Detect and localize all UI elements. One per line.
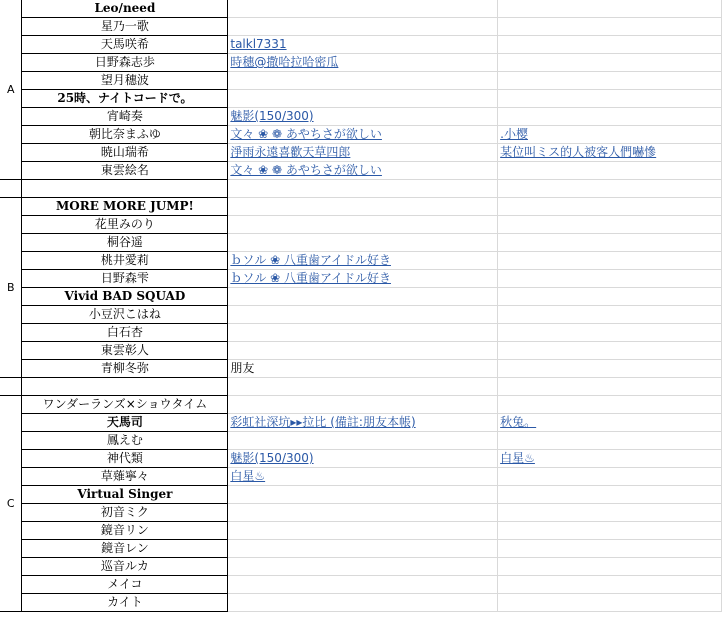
contact-cell-primary[interactable] — [228, 216, 498, 234]
contact-cell-primary[interactable] — [228, 54, 498, 72]
table-row — [0, 414, 722, 432]
table-row — [0, 522, 722, 540]
contact-cell-secondary[interactable] — [498, 450, 722, 468]
table-row — [0, 252, 722, 270]
table-row — [0, 432, 722, 450]
character-name-cell[interactable]: メイコ — [22, 576, 228, 594]
contact-cell-primary[interactable] — [228, 198, 498, 216]
separator-cell[interactable] — [0, 180, 22, 198]
contact-cell-primary[interactable] — [228, 90, 498, 108]
contact-cell-primary[interactable] — [228, 342, 498, 360]
table-row — [0, 162, 722, 180]
contact-cell-secondary[interactable] — [498, 288, 722, 306]
contact-cell-secondary[interactable] — [498, 270, 722, 288]
group-separator-row — [0, 180, 722, 198]
contact-cell-primary[interactable] — [228, 234, 498, 252]
table-row — [0, 198, 722, 216]
character-name-cell[interactable]: 天馬司 — [22, 414, 228, 432]
group-label-cell[interactable]: B — [0, 198, 22, 378]
table-row — [0, 558, 722, 576]
group-separator-row — [0, 378, 722, 396]
character-name-cell[interactable]: 草薙寧々 — [22, 468, 228, 486]
character-name-cell[interactable]: 天馬咲希 — [22, 36, 228, 54]
contact-cell-secondary[interactable] — [498, 198, 722, 216]
character-name-cell[interactable]: 宵崎奏 — [22, 108, 228, 126]
contact-cell-primary[interactable] — [228, 306, 498, 324]
table-row — [0, 324, 722, 342]
table-row — [0, 144, 722, 162]
table-row — [0, 126, 722, 144]
contact-cell-secondary[interactable] — [498, 558, 722, 576]
group-label-cell[interactable]: C — [0, 396, 22, 612]
table-row — [0, 468, 722, 486]
cell-link[interactable]: ｂソル ❀ 八重歯アイドル好き — [230, 253, 391, 267]
contact-cell-primary[interactable] — [228, 558, 498, 576]
character-name-cell[interactable]: 望月穗波 — [22, 72, 228, 90]
contact-cell-secondary[interactable] — [498, 306, 722, 324]
separator-cell[interactable] — [498, 378, 722, 396]
contact-cell-primary[interactable] — [228, 522, 498, 540]
contact-cell-secondary[interactable] — [498, 108, 722, 126]
cell-link[interactable]: 某位叫ミス的人被客人們嚇慘 — [500, 145, 657, 159]
contact-cell-primary[interactable] — [228, 450, 498, 468]
character-name-cell[interactable]: 東雲絵名 — [22, 162, 228, 180]
separator-cell[interactable] — [498, 180, 722, 198]
character-name-cell[interactable]: 神代類 — [22, 450, 228, 468]
table-row — [0, 0, 722, 18]
table-row — [0, 450, 722, 468]
contact-cell-primary[interactable] — [228, 396, 498, 414]
contact-cell-secondary[interactable] — [498, 126, 722, 144]
table-row — [0, 576, 722, 594]
separator-cell[interactable] — [228, 180, 498, 198]
table-row — [0, 72, 722, 90]
contact-cell-primary[interactable] — [228, 540, 498, 558]
table-row — [0, 90, 722, 108]
table-row — [0, 54, 722, 72]
character-name-cell[interactable]: ワンダーランズ×ショウタイム — [22, 396, 228, 414]
contact-cell-secondary[interactable] — [498, 216, 722, 234]
cell-link[interactable]: 秋兔。 — [500, 415, 537, 429]
table-row — [0, 396, 722, 414]
character-name-cell[interactable]: 日野森雫 — [22, 270, 228, 288]
cell-link[interactable]: 白星♨ — [230, 469, 266, 483]
character-name-cell[interactable]: Virtual Singer — [22, 486, 228, 504]
contact-cell-secondary[interactable] — [498, 432, 722, 450]
character-name-cell[interactable]: 小豆沢こはね — [22, 306, 228, 324]
contact-cell-primary[interactable] — [228, 36, 498, 54]
character-name-cell[interactable]: MORE MORE JUMP! — [22, 198, 228, 216]
character-name-cell[interactable]: 東雲彰人 — [22, 342, 228, 360]
character-name-cell[interactable]: 鏡音リン — [22, 522, 228, 540]
separator-cell[interactable] — [22, 180, 228, 198]
table-row — [0, 594, 722, 612]
cell-link[interactable]: 魅影(150/300) — [230, 109, 314, 123]
contact-cell-secondary[interactable] — [498, 54, 722, 72]
contact-cell-primary[interactable] — [228, 360, 498, 378]
character-name-cell[interactable]: 巡音ルカ — [22, 558, 228, 576]
contact-cell-primary[interactable] — [228, 486, 498, 504]
character-name-cell[interactable]: カイト — [22, 594, 228, 612]
contact-cell-secondary[interactable] — [498, 252, 722, 270]
contact-cell-secondary[interactable] — [498, 576, 722, 594]
contact-cell-secondary[interactable] — [498, 540, 722, 558]
character-name-cell[interactable]: 鏡音レン — [22, 540, 228, 558]
character-name-cell[interactable]: 暁山瑞希 — [22, 144, 228, 162]
contact-cell-primary[interactable] — [228, 162, 498, 180]
character-name-cell[interactable]: 桃井愛莉 — [22, 252, 228, 270]
character-name-cell[interactable]: 鳳えむ — [22, 432, 228, 450]
contact-cell-secondary[interactable] — [498, 234, 722, 252]
cell-link[interactable]: 時穗@撒哈拉哈密瓜 — [230, 55, 339, 69]
contact-cell-primary[interactable] — [228, 18, 498, 36]
contact-cell-primary[interactable] — [228, 504, 498, 522]
contact-cell-secondary[interactable] — [498, 0, 722, 18]
contact-cell-primary[interactable] — [228, 126, 498, 144]
character-name-cell[interactable]: 青柳冬弥 — [22, 360, 228, 378]
contact-cell-secondary[interactable] — [498, 36, 722, 54]
contact-cell-secondary[interactable] — [498, 324, 722, 342]
table-row — [0, 342, 722, 360]
contact-cell-primary[interactable] — [228, 288, 498, 306]
contact-cell-secondary[interactable] — [498, 162, 722, 180]
cell-link[interactable]: talkl7331 — [230, 37, 287, 51]
contact-cell-secondary[interactable] — [498, 360, 722, 378]
character-name-cell[interactable]: 日野森志歩 — [22, 54, 228, 72]
contact-cell-secondary[interactable] — [498, 342, 722, 360]
contact-cell-secondary[interactable] — [498, 486, 722, 504]
cell-link[interactable]: 白星♨ — [500, 451, 535, 465]
contact-cell-secondary[interactable] — [498, 504, 722, 522]
character-name-cell[interactable]: 花里みのり — [22, 216, 228, 234]
group-label-cell[interactable]: A — [0, 0, 22, 180]
contact-cell-secondary[interactable] — [498, 522, 722, 540]
table-row — [0, 216, 722, 234]
table-row — [0, 270, 722, 288]
contact-cell-primary[interactable] — [228, 324, 498, 342]
contact-cell-primary[interactable] — [228, 270, 498, 288]
contact-cell-secondary[interactable] — [498, 468, 722, 486]
character-name-cell[interactable]: Leo/need — [22, 0, 228, 18]
table-row — [0, 306, 722, 324]
contact-cell-primary[interactable] — [228, 144, 498, 162]
contact-cell-secondary[interactable] — [498, 414, 722, 432]
table-row — [0, 504, 722, 522]
cell-link[interactable]: 魅影(150/300) — [230, 451, 314, 465]
table-row — [0, 108, 722, 126]
character-name-cell[interactable]: 桐谷遥 — [22, 234, 228, 252]
table-row — [0, 360, 722, 378]
table-row — [0, 540, 722, 558]
contact-cell-primary[interactable] — [228, 0, 498, 18]
cell-link[interactable]: 彩虹社深坑▸▸拉比 (備註:朋友本帳) — [230, 415, 416, 429]
separator-cell[interactable] — [0, 378, 22, 396]
character-name-cell[interactable]: 25時、ナイトコードで。 — [22, 90, 228, 108]
cell-link[interactable]: 文々 ❀ ❁ あやちさが欲しい — [230, 127, 382, 141]
contact-cell-secondary[interactable] — [498, 594, 722, 612]
cell-link[interactable]: ｂソル ❀ 八重歯アイドル好き — [230, 271, 391, 285]
contact-cell-secondary[interactable] — [498, 90, 722, 108]
contact-cell-primary[interactable] — [228, 432, 498, 450]
character-name-cell[interactable]: 初音ミク — [22, 504, 228, 522]
contact-cell-secondary[interactable] — [498, 72, 722, 90]
contact-cell-primary[interactable] — [228, 72, 498, 90]
table-row — [0, 36, 722, 54]
contact-cell-secondary[interactable] — [498, 396, 722, 414]
contact-cell-primary[interactable] — [228, 252, 498, 270]
table-row — [0, 486, 722, 504]
contact-cell-primary[interactable] — [228, 594, 498, 612]
contact-cell-secondary[interactable] — [498, 144, 722, 162]
contact-cell-secondary[interactable] — [498, 18, 722, 36]
contact-cell-primary[interactable] — [228, 468, 498, 486]
character-name-cell[interactable]: 星乃一歌 — [22, 18, 228, 36]
contact-cell-primary[interactable] — [228, 108, 498, 126]
table-row — [0, 18, 722, 36]
table-row — [0, 234, 722, 252]
cell-link[interactable]: 文々 ❀ ❁ あやちさが欲しい — [230, 163, 382, 177]
character-name-cell[interactable]: 白石杏 — [22, 324, 228, 342]
cell-link[interactable]: .小樱 — [500, 127, 528, 141]
contact-cell-primary[interactable] — [228, 576, 498, 594]
contact-cell-primary[interactable] — [228, 414, 498, 432]
cell-text: 朋友 — [230, 361, 255, 375]
separator-cell[interactable] — [228, 378, 498, 396]
separator-cell[interactable] — [22, 378, 228, 396]
character-name-cell[interactable]: 朝比奈まふゆ — [22, 126, 228, 144]
table-row — [0, 288, 722, 306]
cell-link[interactable]: 淨雨永遠喜歡天草四郎 — [230, 145, 351, 159]
character-name-cell[interactable]: Vivid BAD SQUAD — [22, 288, 228, 306]
